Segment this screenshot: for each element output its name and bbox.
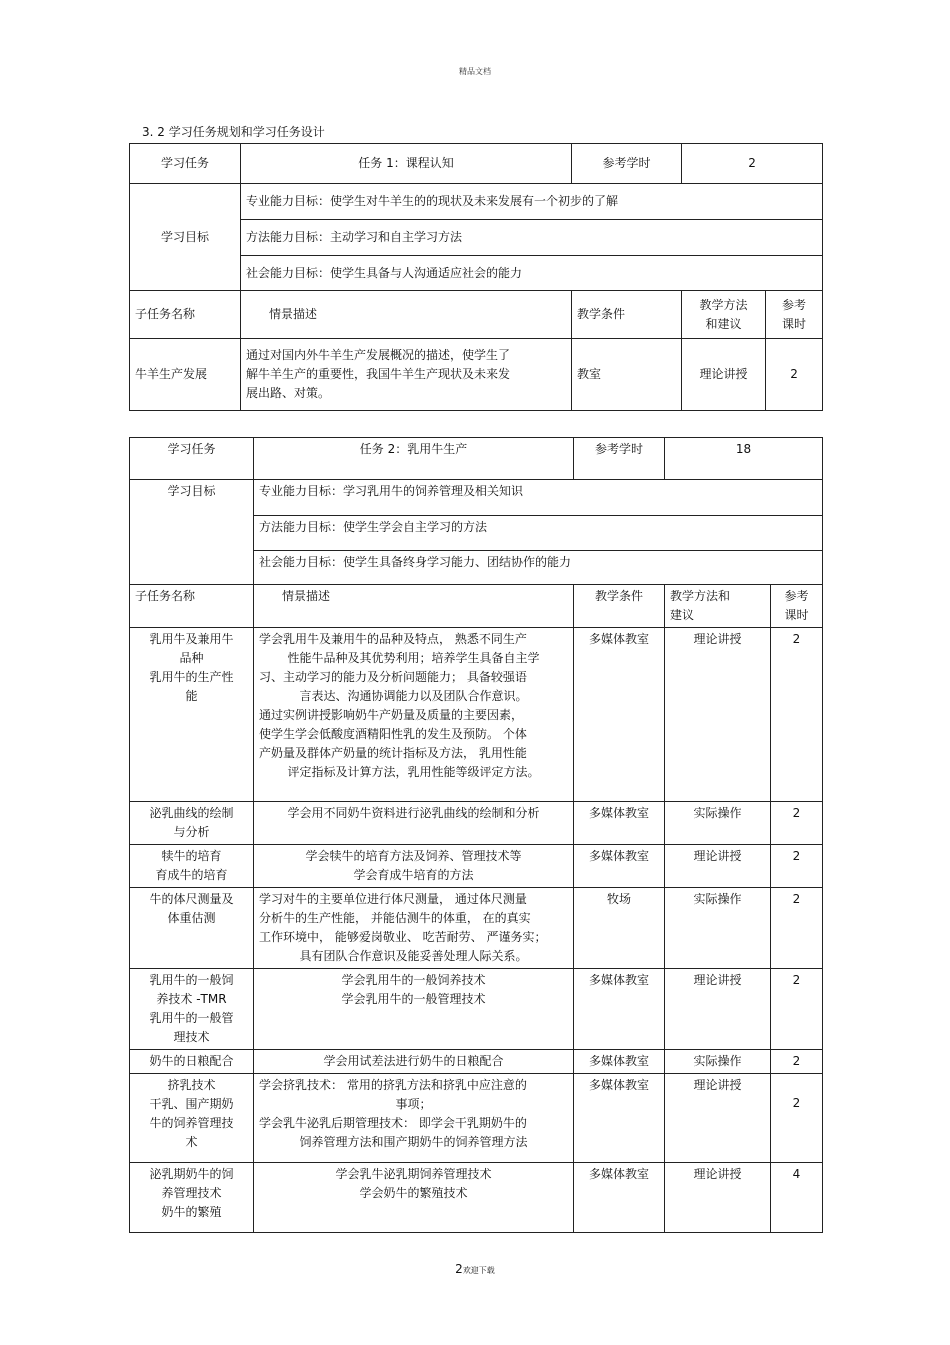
task-label: 学习任务	[130, 144, 241, 184]
subtask-name	[130, 628, 254, 802]
goal-label: 学习目标	[130, 184, 241, 291]
description-line: 具有团队合作意识及能妥善处理人际关系。	[299, 949, 528, 963]
teaching-condition: 多媒体教室	[574, 1074, 665, 1163]
description-line: 学会乳牛泌乳期饲养管理技术	[335, 1167, 492, 1181]
header-subtask: 子任务名称	[130, 585, 254, 628]
goal-social: 社会能力目标：使学生具备与人沟通适应社会的能力	[241, 256, 823, 291]
goal-professional: 专业能力目标：使学生对牛羊生的的现状及未来发展有一个初步的了解	[241, 184, 823, 220]
teaching-condition: 多媒体教室	[574, 845, 665, 888]
header-ref-line: 课时	[782, 316, 807, 331]
goal-method: 方法能力目标：使学生学会自主学习的方法	[254, 516, 823, 551]
page-header-note: 精品文档	[459, 67, 491, 76]
section-title: 3. 2 学习任务规划和学习任务设计	[142, 125, 325, 139]
description-line: 学会育成牛培育的方法	[353, 868, 474, 882]
task-name: 任务 2：乳用牛生产	[254, 438, 574, 480]
teaching-condition: 教室	[572, 339, 682, 411]
description-line: 学会乳用牛及兼用牛的品种及特点， 熟悉不同生产	[259, 632, 527, 646]
description-line: 学会乳用牛的一般饲养技术	[341, 973, 486, 987]
goal-social: 社会能力目标：使学生具备终身学习能力、团结协作的能力	[254, 551, 823, 585]
subtask-description	[254, 969, 574, 1050]
task-label: 学习任务	[130, 438, 254, 480]
footer-text: 欢迎下载	[462, 1266, 495, 1275]
subtask-description	[241, 339, 572, 411]
subtask-name-line: 牛的体尺测量及	[149, 892, 234, 906]
subtask-name-line: 犊牛的培育	[161, 849, 222, 863]
goal-label: 学习目标	[130, 480, 254, 585]
subtask-name	[130, 802, 254, 845]
header-condition: 教学条件	[574, 585, 665, 628]
subtask-name-line: 乳用牛的一般管	[149, 1011, 234, 1025]
description-line: 学会犊牛的培育方法及饲养、管理技术等	[305, 849, 522, 863]
header-description: 情景描述	[241, 291, 572, 339]
reference-hours: 2	[771, 845, 823, 888]
header-condition: 教学条件	[572, 291, 682, 339]
description-line: 使学生学会低酸度酒精阳性乳的发生及预防。 个体	[259, 727, 527, 741]
teaching-method: 实际操作	[665, 1050, 771, 1074]
subtask-description	[254, 845, 574, 888]
header-subtask: 子任务名称	[130, 291, 241, 339]
subtask-name-line: 挤乳技术	[167, 1078, 216, 1092]
subtask-description	[254, 1074, 574, 1163]
description-line: 事项；	[395, 1097, 432, 1111]
description-line: 学会挤乳技术： 常用的挤乳方法和挤乳中应注意的	[259, 1078, 527, 1092]
teaching-method: 理论讲授	[665, 628, 771, 802]
reference-hours: 2	[771, 969, 823, 1050]
description-line: 展出路、对策。	[246, 386, 331, 400]
subtask-name-line: 牛的饲养管理技	[149, 1116, 234, 1130]
subtask-name-line: 能	[185, 689, 198, 703]
subtask-row	[130, 1050, 823, 1074]
description-line: 产奶量及群体产奶量的统计指标及方法， 乳用性能	[259, 746, 527, 760]
header-ref-hours	[766, 291, 823, 339]
subtask-name-line: 泌乳曲线的绘制	[149, 806, 234, 820]
reference-hours: 2	[771, 1050, 823, 1074]
description-line: 解牛羊生产的重要性，我国牛羊生产现状及未来发	[246, 367, 511, 381]
reference-hours: 2	[771, 628, 823, 802]
subtask-row	[130, 1163, 823, 1233]
description-line: 学会乳用牛的一般管理技术	[341, 992, 486, 1006]
teaching-condition: 多媒体教室	[574, 802, 665, 845]
goal-method: 方法能力目标：主动学习和自主学习方法	[241, 220, 823, 256]
subtask-name-line: 养管理技术	[161, 1186, 222, 1200]
description-line: 饲养管理方法和围产期奶牛的饲养管理方法	[299, 1135, 528, 1149]
reference-hours: 2	[766, 339, 823, 411]
reference-hours: 2	[771, 1074, 823, 1163]
teaching-condition: 多媒体教室	[574, 628, 665, 802]
description-line: 学会用试差法进行奶牛的日粮配合	[323, 1054, 504, 1068]
subtask-name-line: 与分析	[173, 825, 210, 839]
subtask-row	[130, 339, 823, 411]
subtask-name	[130, 969, 254, 1050]
subtask-row	[130, 802, 823, 845]
subtask-row	[130, 1074, 823, 1163]
subtask-name	[130, 888, 254, 969]
teaching-method: 实际操作	[665, 888, 771, 969]
subtask-row	[130, 845, 823, 888]
description-line: 工作环境中， 能够爱岗敬业、 吃苦耐劳、 严谨务实；	[259, 930, 547, 944]
page-number: 2	[455, 1262, 463, 1276]
goal-professional: 专业能力目标：学习乳用牛的饲养管理及相关知识	[254, 480, 823, 516]
subtask-name	[130, 1163, 254, 1233]
reference-hours: 2	[771, 802, 823, 845]
header-method-line: 和建议	[705, 316, 742, 331]
subtask-name-line: 乳用牛及兼用牛	[149, 632, 234, 646]
subtask-name-line: 奶牛的日粮配合	[149, 1054, 234, 1068]
description-line: 性能牛品种及其优势利用；培养学生具备自主学	[287, 651, 540, 665]
subtask-name-line: 体重估测	[167, 911, 216, 925]
description-line: 学会用不同奶牛资料进行泌乳曲线的绘制和分析	[287, 806, 540, 820]
teaching-method: 理论讲授	[665, 969, 771, 1050]
task-name: 任务 1：课程认知	[241, 144, 572, 184]
task-hours: 2	[682, 144, 823, 184]
description-line: 言表达、沟通协调能力以及团队合作意识。	[299, 689, 528, 703]
teaching-method: 理论讲授	[665, 845, 771, 888]
subtask-name-line: 奶牛的繁殖	[161, 1205, 222, 1219]
reference-hours: 4	[771, 1163, 823, 1233]
teaching-condition: 多媒体教室	[574, 969, 665, 1050]
header-ref-line: 参考	[782, 297, 807, 312]
subtask-description	[254, 888, 574, 969]
header-ref-hours	[771, 585, 823, 628]
description-line: 学会奶牛的繁殖技术	[359, 1186, 468, 1200]
subtask-name-line: 品种	[179, 651, 204, 665]
teaching-method: 理论讲授	[665, 1163, 771, 1233]
header-ref-line: 课时	[784, 608, 809, 622]
teaching-method: 理论讲授	[665, 1074, 771, 1163]
subtask-description	[254, 1050, 574, 1074]
subtask-row	[130, 969, 823, 1050]
subtask-name-line: 干乳、围产期奶	[149, 1097, 234, 1111]
teaching-condition: 多媒体教室	[574, 1163, 665, 1233]
description-line: 通过实例讲授影响奶牛产奶量及质量的主要因素，	[259, 708, 524, 722]
header-method-line: 教学方法	[699, 297, 748, 312]
task-hours: 18	[665, 438, 823, 480]
subtask-description	[254, 1163, 574, 1233]
subtask-name-line: 乳用牛的生产性	[149, 670, 234, 684]
header-ref-line: 参考	[784, 589, 809, 603]
subtask-name-line: 术	[185, 1135, 198, 1149]
header-method	[682, 291, 766, 339]
teaching-method: 实际操作	[665, 802, 771, 845]
task-table-2	[129, 437, 823, 1233]
page-footer	[0, 1262, 950, 1276]
teaching-condition: 多媒体教室	[574, 1050, 665, 1074]
reference-hours: 2	[771, 888, 823, 969]
subtask-name	[130, 339, 241, 411]
subtask-description	[254, 802, 574, 845]
subtask-name	[130, 845, 254, 888]
subtask-name-line: 养技术 -TMR	[156, 992, 227, 1006]
subtask-name-line: 乳用牛的一般饲	[149, 973, 234, 987]
hours-label: 参考学时	[574, 438, 665, 480]
subtask-description	[254, 628, 574, 802]
description-line: 评定指标及计算方法，乳用性能等级评定方法。	[287, 765, 540, 779]
header-method-line: 建议	[670, 608, 695, 622]
subtask-name-line: 理技术	[173, 1030, 210, 1044]
description-line: 分析牛的生产性能， 并能估测牛的体重， 在的真实	[259, 911, 531, 925]
header-method	[665, 585, 771, 628]
teaching-condition: 牧场	[574, 888, 665, 969]
teaching-method: 理论讲授	[682, 339, 766, 411]
description-line: 学习对牛的主要单位进行体尺测量， 通过体尺测量	[259, 892, 527, 906]
subtask-name-line: 牛羊生产发展	[135, 367, 208, 381]
task-table-1	[129, 143, 823, 411]
hours-label: 参考学时	[572, 144, 682, 184]
subtask-row	[130, 628, 823, 802]
header-method-line: 教学方法和	[670, 589, 731, 603]
description-line: 学会乳牛泌乳后期管理技术： 即学会干乳期奶牛的	[259, 1116, 527, 1130]
subtask-name-line: 育成牛的培育	[155, 868, 228, 882]
subtask-name	[130, 1074, 254, 1163]
header-description: 情景描述	[254, 585, 574, 628]
subtask-name	[130, 1050, 254, 1074]
subtask-row	[130, 888, 823, 969]
subtask-name-line: 泌乳期奶牛的饲	[149, 1167, 234, 1181]
description-line: 习、主动学习的能力及分析问题能力； 具备较强语	[259, 670, 527, 684]
description-line: 通过对国内外牛羊生产发展概况的描述，使学生了	[246, 348, 511, 362]
